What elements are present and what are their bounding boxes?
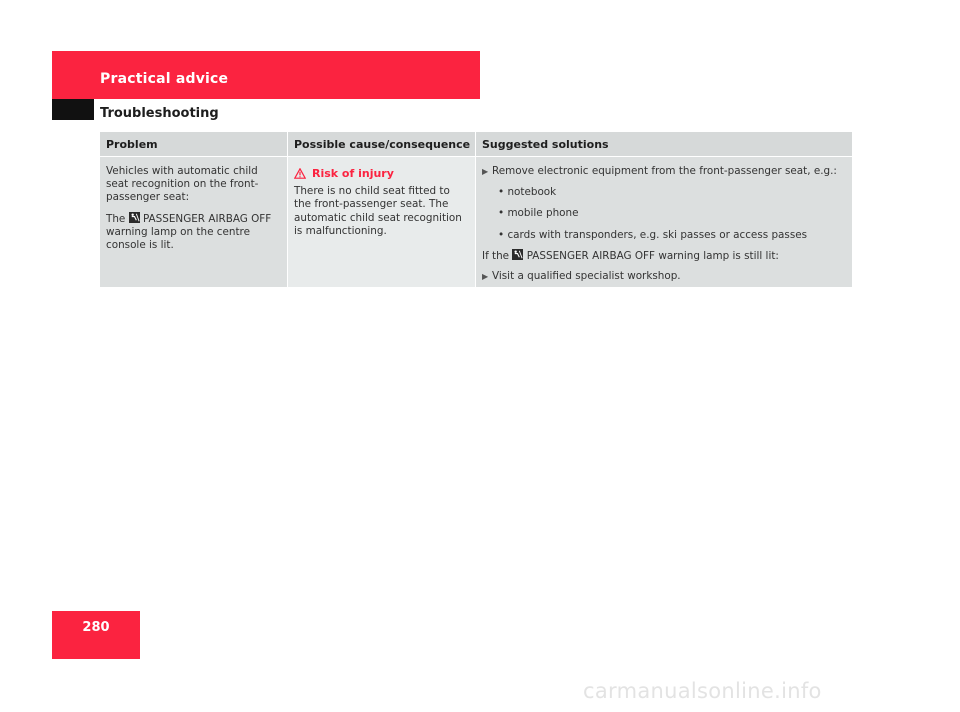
list-item: • cards with transponders, e.g. ski passes or access passes	[498, 228, 808, 241]
problem-lamp-text: The PASSENGER AIRBAG OFF warning lamp on the centre console is lit.	[106, 212, 272, 252]
subsection-marker	[52, 99, 94, 120]
cause-text: There is no child seat fitted to the front-passenger seat. The automatic child seat recognition is malfunctioning.	[294, 185, 462, 237]
column-header-problem: Problem	[100, 132, 287, 156]
subsection-title: Troubleshooting	[100, 106, 219, 121]
problem-cell	[100, 157, 287, 287]
section-title: Practical advice	[100, 71, 229, 87]
warning-row	[294, 167, 469, 180]
solutions-cell	[476, 157, 852, 287]
airbag-off-lamp-icon	[129, 212, 140, 223]
bullet-icon: •	[498, 207, 508, 220]
column-header-cause: Possible cause/consequence	[288, 132, 475, 156]
warning-triangle-icon	[294, 168, 306, 179]
page-number: 280	[82, 620, 110, 635]
bullet-icon: •	[498, 186, 508, 199]
watermark: carmanualsonline.info	[583, 679, 822, 703]
list-item: • mobile phone	[498, 207, 579, 220]
arrow-right-icon: ▶	[482, 272, 489, 282]
problem-text: Vehicles with automatic child seat recognition on the front-passenger seat:	[106, 165, 259, 204]
airbag-off-lamp-icon	[512, 249, 523, 260]
bullet-icon: •	[498, 228, 508, 241]
arrow-right-icon: ▶	[482, 167, 489, 176]
list-item: • notebook	[498, 186, 557, 199]
solution-step-2: ▶ Visit a qualified specialist workshop.	[482, 270, 681, 283]
troubleshooting-table	[100, 132, 852, 287]
page-number-badge	[52, 611, 140, 659]
solution-step-1: ▶ Remove electronic equipment from the front-passenger seat, e.g.:	[482, 165, 837, 177]
warning-title: Risk of injury	[312, 167, 394, 180]
solution-condition: If the PASSENGER AIRBAG OFF warning lamp is still lit:	[482, 249, 779, 262]
column-header-solutions: Suggested solutions	[476, 132, 852, 156]
cause-cell	[288, 157, 475, 287]
